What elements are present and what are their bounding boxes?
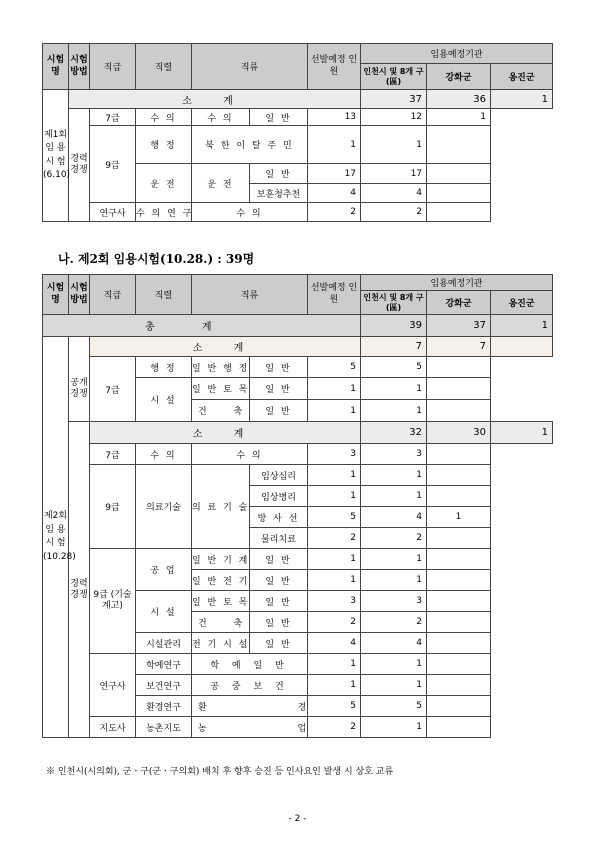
table-cell: 의료기술 [136,465,192,549]
table-cell: 북 한 이 탈 주 민 [192,126,308,164]
table-cell: 1 [308,486,361,507]
table-cell [427,184,491,203]
table-cell: 4 [361,507,427,528]
table-cell: 수 의 [136,109,192,126]
exam1-subtotal-ganghwa: 1 [491,90,553,109]
exam1-method: 경력 경쟁 [69,109,90,222]
table-cell: 9급 [90,465,136,549]
table-cell: 1 [427,109,491,126]
exam2-total-incheon: 37 [427,315,491,337]
table-cell: 건 축 [192,612,250,633]
table-cell [427,164,491,184]
table-cell: 물리치료 [250,528,308,549]
table-cell: 일 반 [250,591,308,612]
table-cell: 1 [308,675,361,696]
table-cell: 일 반 [250,549,308,570]
table-cell: 수 의 [192,109,250,126]
table-cell: 3 [361,591,427,612]
table-cell: 4 [361,633,427,654]
table-cell [427,203,491,222]
exam2-total-label: 총 계 [43,315,361,337]
table-cell: 공 업 [136,549,192,591]
table-cell: 연구사 [90,654,136,717]
header-series: 직렬 [136,275,192,315]
table-cell: 일 반 토 목 [192,378,250,400]
table-cell: 학예연구 [136,654,192,675]
header-agency-group: 임용예정기관 [361,44,553,64]
table-cell: 수 의 [136,444,192,465]
header-planned: 선발예정 인 원 [308,44,361,90]
table-cell [427,696,491,717]
table-cell: 1 [308,126,361,164]
table-cell: 1 [361,465,427,486]
header-grade: 직급 [90,44,136,90]
table-cell: 7급 [90,109,136,126]
table-cell [427,486,491,507]
table-cell: 1 [361,654,427,675]
table-cell: 12 [361,109,427,126]
exam2-career-subtotal-incheon: 30 [427,422,491,444]
table-cell: 2 [308,203,361,222]
table-cell: 운 전 [192,164,250,203]
exam2-open-method: 공개 경쟁 [69,357,90,422]
table-cell: 1 [308,465,361,486]
exam2-total-planned: 39 [361,315,427,337]
table-cell [427,444,491,465]
table-cell: 4 [308,633,361,654]
table-cell: 의 료 기 술 [192,465,250,549]
table-cell: 7급 [90,444,136,465]
table-cell [427,654,491,675]
exam1-subtotal-incheon: 36 [427,90,491,109]
table-cell: 일 반 [250,357,308,378]
table-cell [427,378,491,400]
exam2-career-subtotal-label: 소 계 [90,422,361,444]
table-cell: 일 반 토 목 [192,591,250,612]
header-planned: 선발예정 인 원 [308,275,361,315]
exam2-name: 제2회 임 용 시 험 (10.28) [43,337,69,738]
table-cell: 일 반 전 기 [192,570,250,591]
table-cell: 전 기 시 설 [192,633,250,654]
table-cell: 17 [361,164,427,184]
header-agency-group: 임용예정기관 [361,275,553,291]
table-cell: 일 반 행 정 [192,357,250,378]
table-cell [427,465,491,486]
table-cell: 2 [361,528,427,549]
header-series: 직렬 [136,44,192,90]
table-cell: 1 [427,507,491,528]
section2-title: 나. 제2회 임용시험(10.28.) : 39명 [58,252,255,266]
table-cell: 보훈청추천 [250,184,308,203]
table-cell: 방 사 선 [250,507,308,528]
footnote: ※ 인천시(시의회), 군ㆍ구(군ㆍ구의회) 배치 후 향후 승진 등 인사요인 발생 시 상호 교류 [46,767,394,777]
header-grade: 직급 [90,275,136,315]
table-cell: 2 [308,717,361,738]
header-agency-incheon: 인천시 및 8개 구(區) [361,291,427,315]
table-cell: 1 [308,570,361,591]
table-cell: 일 반 [250,570,308,591]
table-cell: 17 [308,164,361,184]
header-class: 직류 [192,275,308,315]
exam2-open-subtotal-planned: 7 [361,337,427,357]
exam1-table [42,43,553,222]
table-cell: 5 [308,507,361,528]
table-cell: 수 의 [192,444,308,465]
table-cell [427,570,491,591]
header-class: 직류 [192,44,308,90]
table-cell: 1 [361,675,427,696]
table-cell [427,633,491,654]
table-cell: 4 [361,184,427,203]
table-cell [427,549,491,570]
table-cell: 1 [361,570,427,591]
header-method: 시험 방법 [69,44,90,90]
table-cell: 1 [361,126,427,164]
table-cell: 2 [361,612,427,633]
spacer-cell [69,422,90,444]
exam2-open-subtotal-label: 소 계 [90,337,361,357]
table-cell [427,717,491,738]
exam2-open-subtotal-ganghwa [491,337,553,357]
table-cell: 7급 [90,357,136,422]
table-cell: 일 반 [250,109,308,126]
table-cell: 5 [308,357,361,378]
table-cell [427,612,491,633]
table-cell: 일 반 [250,633,308,654]
table-cell: 1 [308,400,361,422]
table-cell: 5 [361,696,427,717]
table-cell: 13 [308,109,361,126]
table-cell: 3 [308,444,361,465]
table-cell: 시 설 [136,591,192,633]
table-cell: 일 반 [250,164,308,184]
table-cell [427,400,491,422]
table-cell: 학 예 일 반 [192,654,308,675]
table-cell: 수 의 [192,203,308,222]
table-cell: 운 전 [136,164,192,203]
exam1-subtotal-planned: 37 [361,90,427,109]
exam2-table [42,274,553,738]
table-cell [427,126,491,164]
table-cell: 1 [361,400,427,422]
table-cell [427,528,491,549]
exam2-career-subtotal-ganghwa: 1 [491,422,553,444]
table-cell: 일 반 [250,378,308,400]
table-cell: 4 [308,184,361,203]
table-cell: 2 [308,528,361,549]
table-cell: 1 [361,549,427,570]
table-cell [427,675,491,696]
table-cell: 1 [308,654,361,675]
table-cell: 공 중 보 건 [192,675,308,696]
table-cell: 2 [361,203,427,222]
table-cell: 임상병리 [250,486,308,507]
table-cell: 시설관리 [136,633,192,654]
table-cell [427,357,491,378]
table-cell: 일 반 [250,400,308,422]
table-cell: 환경연구 [136,696,192,717]
header-agency-ganghwa: 강화군 [427,64,491,90]
table-cell: 보건연구 [136,675,192,696]
table-cell: 일 반 [250,612,308,633]
table-cell: 5 [308,696,361,717]
table-cell: 건 축 [192,400,250,422]
spacer-cell [69,337,90,357]
exam2-total-ganghwa: 1 [491,315,553,337]
header-exam-name: 시험명 [43,275,69,315]
table-cell: 환 경 [192,696,308,717]
exam2-career-method: 경력 경쟁 [69,444,90,738]
table-cell: 1 [308,378,361,400]
exam1-name: 제1회 임 용 시 험 (6.10) [43,90,69,222]
exam1-subtotal-label: 소 계 [69,90,361,109]
header-exam-name: 시험명 [43,44,69,90]
table-cell: 일 반 기 계 [192,549,250,570]
table-cell: 지도사 [90,717,136,738]
table-cell: 연구사 [90,203,136,222]
header-method: 시험 방법 [69,275,90,315]
table-cell: 9급 (기술계고) [90,549,136,654]
exam2-open-subtotal-incheon: 7 [427,337,491,357]
table-cell: 농촌지도 [136,717,192,738]
table-cell: 임상심리 [250,465,308,486]
table-cell: 행 정 [136,357,192,378]
table-cell: 1 [361,717,427,738]
header-agency-ongjin: 옹진군 [491,291,553,315]
table-cell: 9급 [90,126,136,203]
table-cell: 행 정 [136,126,192,164]
table-cell: 3 [308,591,361,612]
table-cell: 1 [361,378,427,400]
table-cell: 2 [308,612,361,633]
table-cell: 수 의 연 구 [136,203,192,222]
table-cell: 3 [361,444,427,465]
table-cell: 5 [361,357,427,378]
exam2-career-subtotal-planned: 32 [361,422,427,444]
table-cell: 1 [361,486,427,507]
table-cell: 시 설 [136,378,192,422]
header-agency-ongjin: 옹진군 [491,64,553,90]
table-cell [427,591,491,612]
table-cell: 농 업 [192,717,308,738]
header-agency-ganghwa: 강화군 [427,291,491,315]
header-agency-incheon: 인천시 및 8개 구(區) [361,64,427,90]
page-number: - 2 - [288,814,307,824]
table-cell: 1 [308,549,361,570]
